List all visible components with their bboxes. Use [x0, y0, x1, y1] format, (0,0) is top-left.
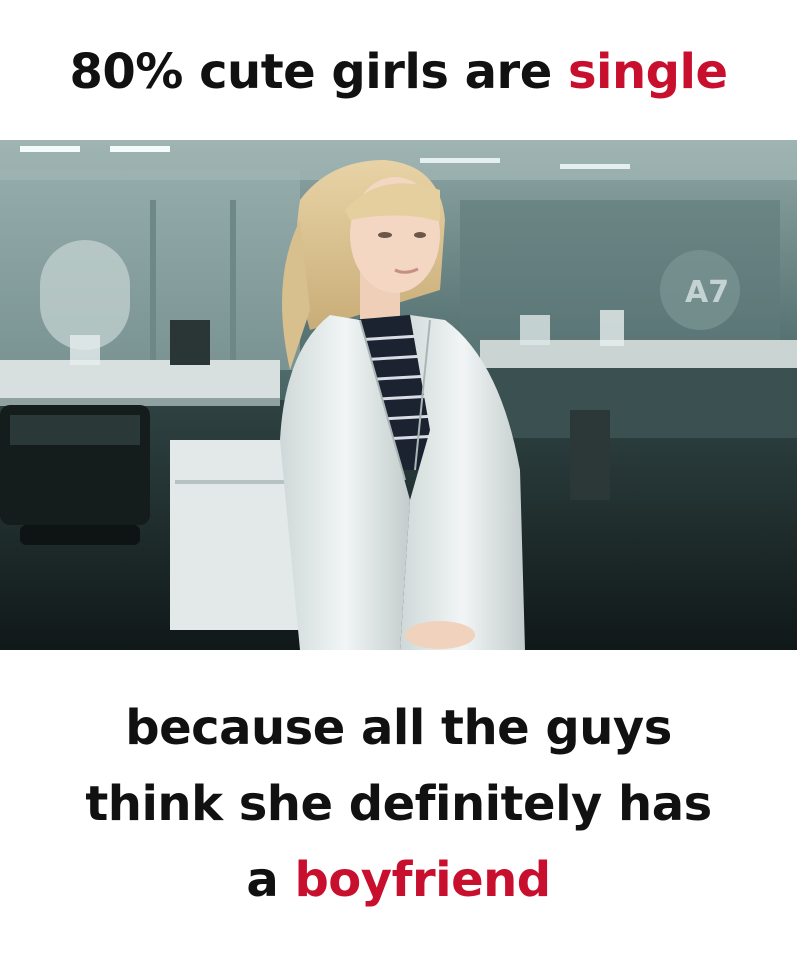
- bottom-caption: [0, 690, 797, 918]
- woman-in-lab-coat-photo: [0, 140, 797, 650]
- top-caption-text: 80% cute girls are: [69, 44, 568, 100]
- bottom-caption-highlight: boyfriend: [294, 852, 551, 908]
- lab-photo: [0, 140, 797, 650]
- bottom-caption-line-3-prefix: a: [246, 852, 295, 908]
- bottom-caption-line-2: think she definitely has: [85, 776, 712, 832]
- bottom-caption-line-1: because all the guys: [125, 700, 672, 756]
- wall-label: A7: [685, 275, 730, 310]
- top-caption-highlight: single: [567, 44, 728, 100]
- top-caption: [0, 42, 797, 102]
- bottom-caption-line-3: [0, 842, 797, 918]
